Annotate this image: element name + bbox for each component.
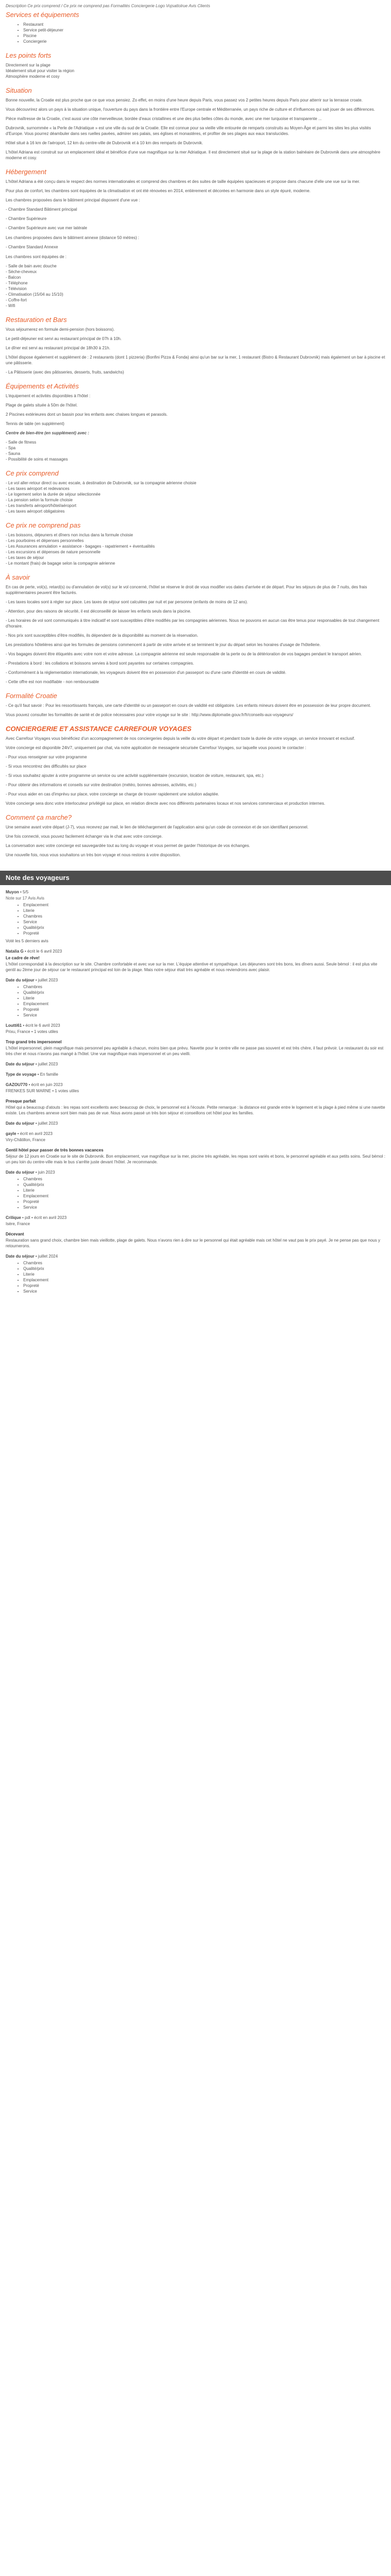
paragraph: Pour plus de confort, les chambres sont équipées de la climatisation et ont été rénovées en 2014, entièrement et décorées en harmonie dans un style épuré, moderne. [6,189,311,193]
paragraph: - Prestations à bord : les collations et boissons servies à bord sont payantes sur certaines compagnies. [6,661,194,666]
facilities-section [6,382,385,462]
paragraph: - Si vous souhaitez ajouter à votre programme un service ou une activité supplémentaire (excursion, location de voiture, restaurant, spa, etc.) [6,773,264,778]
review-header: Muyon • 5/5 [6,890,29,894]
review-card [6,1253,385,1294]
services-title: Services et équipements [6,11,79,19]
criteria-item: • Chambres [23,1176,385,1182]
criteria-item: • Emplacement [23,1277,385,1283]
text-line: - Chambre Supérieure avec vue mer latérale [6,226,87,230]
text-line: - Les Assurances annulation + assistance - bagages - rapatriement + éventualités [6,544,155,549]
review-criteria [6,902,385,936]
rooms-list [6,207,385,231]
strengths-lines [6,62,385,79]
reviewer-name: Date du séjour [6,1121,35,1126]
good-to-know-section [6,573,385,685]
paragraph: Votre concierge est disponible 24h/7, uniquement par chat, via notre application de messagerie sécurisée Carrefour Voyages, sur laquelle vous pouvez le contacter : [6,745,306,750]
restaurant-section [6,316,385,375]
price-includes-list [6,480,385,514]
criteria-item: • Service [23,919,385,925]
reviewer-name: Date du séjour [6,978,35,982]
paragraph: Le petit-déjeuner est servi au restaurant principal de 07h à 10h. [6,336,122,341]
text-line: - La pension selon la formule choisie [6,498,73,502]
annex-list [6,244,385,250]
paragraph: 2 Piscines extérieures dont un bassin pour les enfants avec chaises longues et parasols. [6,412,168,417]
review-body: L'hôtel correspondait à la description sur le site. Chambre confortable et avec vue sur la mer. L'équipe attentive et sympathique. Les déjeuners sont très bons, les dîners aussi. Seule bémol : il est plus vite gentil au 2ème jour de séjour car le restaurant principal est loin de la plage. Mais notre séjour était très agréable et nous reviendrons avec plaisir. [6,962,378,972]
review-meta: pdl • écrit en avril 2023 [25,1215,67,1220]
restaurant-paragraphs [6,327,385,375]
reviews-list [0,885,391,1309]
review-meta: écrit le 6 avril 2023 [27,949,62,954]
text-line: - Climatisation (15/04 au 15/10) [6,292,63,297]
criteria-item: • Propreté [23,930,385,936]
review-body: Isère, France [6,1222,30,1226]
review-header: gayle • écrit en avril 2023 [6,1131,53,1136]
criteria-item: • Qualité/prix [23,1266,385,1272]
review-header: Date du séjour • juillet 2023 [6,1062,58,1066]
review-header: Date du séjour • juillet 2024 [6,1254,58,1259]
criteria-item: • Service [23,1012,385,1018]
review-card [6,889,385,944]
review-card [6,1170,385,1210]
list-item: • Conciergerie [23,39,385,44]
paragraph: Votre concierge sera donc votre interlocuteur privilégié sur place, en relation directe avec nos différents partenaires locaux et nos services commerciaux et production internes. [6,801,325,806]
review-meta: juillet 2023 [38,1062,58,1066]
facilities-title: Équipements et Activités [6,382,79,390]
review-title: Gentil hôtel pour passer de très bonnes vacances [6,1148,104,1153]
accommodation-paragraphs [6,179,385,194]
review-body: FRENKES SUR MARNE • 1 votes utiles [6,1089,79,1093]
review-card [6,1039,385,1057]
strengths-section [6,52,385,79]
review-body: Voté les 5 derniers avis [6,939,48,943]
criteria-item: • Chambres [23,984,385,990]
review-header: GAZOU770 • écrit en juin 2023 [6,1082,63,1087]
text-line: Atmosphère moderne et cosy [6,74,60,79]
paragraph: Vous pouvez consulter les formalités de santé et de police nécessaires pour votre voyage sur le site : http://www.diplomatie.gouv.fr/fr/conseils-aux-voyageurs/ [6,713,294,717]
paragraph: - Les taxes locales sont à régler sur place. Les taxes de séjour sont calculées par nuit et par personne (enfants de moins de 12 ans). [6,600,248,604]
paragraph: - La Pâtisserie (avec des pâtisseries, desserts, fruits, sandwichs) [6,370,124,375]
review-title: Trop grand très impersonnel [6,1040,62,1044]
review-title: Le cadre de rêve! [6,956,40,960]
criteria-item: • Emplacement [23,1001,385,1007]
good-to-know-paragraphs [6,584,385,685]
text-line: - Les excursions et dépenses de nature personnelle [6,550,101,554]
reviewer-name: gayle [6,1131,17,1136]
paragraph: La conversation avec votre concierge est sauvegardée tout au long du voyage et vous permet de garder l'historique de vos échanges. [6,843,250,848]
text-line: Idéalement situé pour visiter la région [6,69,74,73]
reviewer-name: Date du séjour [6,1170,35,1175]
criteria-item: • Qualité/prix [23,990,385,995]
paragraph: - Ce qu'il faut savoir : Pour les ressortissants français, une carte d'identité ou un passeport en cours de validité est obligatoire. Les enfants mineurs doivent être en possession de leur propre document. [6,703,371,708]
wellness-title: Centre de bien-être (en supplément) avec : [6,431,89,435]
text-line: Directement sur la plage [6,63,51,67]
review-body: Viry-Châtillon, France [6,1138,45,1142]
review-date: Note sur 17 Avis Avis [6,896,44,901]
text-line: - Téléphone [6,281,28,285]
criteria-item: • Qualité/prix [23,925,385,930]
review-criteria [6,1176,385,1210]
reviewer-name: Date du séjour [6,1062,35,1066]
text-line: - Chambre Supérieure [6,216,47,221]
review-criteria [6,984,385,1018]
text-line: - Spa [6,446,16,450]
line-gap [6,222,385,225]
paragraph: - Nos prix sont susceptibles d'être modifiés, ils dépendent de la disponibilité au moment de la réservation. [6,633,199,638]
review-meta: juillet 2024 [38,1254,58,1259]
review-body: L'hôtel impersonnel, plein magnifique mais personnel peu agréable à chacun, moins bien que prévu. Navette pour le centre ville ne passe pas souvent et est très chère, il faut prévoir. Le restaurant du soir est très cher et nous n'avons pas mangé à l'hôtel. Une vue magnifique mais impersonnel et un peu vieilli. [6,1046,384,1056]
text-line: - Balcon [6,275,21,280]
review-meta: juillet 2023 [38,1121,58,1126]
paragraph: L'équipement et activités disponibles à l'hôtel : [6,394,91,398]
reviewer-name: Loutti61 [6,1023,22,1028]
reviewer-name: Muyon [6,890,19,894]
paragraph: - Les horaires de vol sont communiqués à titre indicatif et sont susceptibles d'être modifiés par les compagnies aériennes. Nous ne pouvons en aucun cas être tenus pour responsables de tout changement d'horaire. [6,618,380,629]
review-title: Décevant [6,1232,24,1236]
review-header: Loutti61 • écrit le 6 avril 2023 [6,1023,60,1028]
facilities-paragraphs [6,393,385,427]
paragraph: L'hôtel Adriana a été conçu dans le respect des normes internationales et comprend des chambres et des suites de taille équipées spacieuses et propose dans chacune d'elle une vue sur la mer. [6,179,361,184]
criteria-item: • Propreté [23,1199,385,1205]
paragraph: Une nouvelle fois, nous vous souhaitons un très bon voyage et nous restons à votre disposition. [6,853,181,857]
review-title: Presque parfait [6,1099,36,1104]
formalities-section [6,692,385,718]
price-includes-title: Ce prix comprend [6,469,59,477]
list-item: • Restaurant [23,22,385,27]
reviews-header: Note des voyageurs [0,871,391,885]
paragraph: Une fois connecté, vous pouvez facilement échanger via le chat avec votre concierge. [6,834,163,839]
criteria-item: • Chambres [23,1260,385,1266]
price-excludes-section [6,521,385,566]
how-it-works-section [6,814,385,858]
review-card [6,1072,385,1077]
review-card [6,948,385,973]
review-meta: juin 2023 [38,1170,55,1175]
review-card [6,1121,385,1126]
list-item: • Service petit-déjeuner [23,27,385,33]
services-list [6,22,385,44]
text-line: - Les transferts aéroport/hôtel/aéroport [6,503,76,508]
review-header: Date du séjour • juin 2023 [6,1170,55,1175]
reviewer-name: Type de voyage [6,1072,37,1077]
criteria-item: • Propreté [23,1007,385,1012]
paragraph: Plage de galets située à 50m de l'hôtel. [6,403,78,408]
paragraph: L'hôtel Adriana est construit sur un emplacement idéal et bénéficie d'une vue magnifique sur la mer Adriatique. Il est directement situé sur la plage de la station balnéaire de Dubrovnik dans une atmosphère moderne et cosy. [6,150,381,160]
review-header: Crilique • pdl • écrit en avril 2023 [6,1215,67,1220]
paragraph: - Cette offre est non modifiable - non remboursable [6,680,99,684]
formalities-title: Formalité Croatie [6,692,57,700]
review-body: Restauration sans grand choix, chambre bien mais vieillotte, plage de galets. Nous n'avons rien à dire sur le personnel qui était agréable mais cet hôtel ne vaut pas le prix payé. Je ne pense pas que nous y retournerons. [6,1238,380,1248]
criteria-item: • Literie [23,1188,385,1193]
criteria-item: • Literie [23,908,385,913]
paragraph: Les prestations hôtelières ainsi que les formules de pensions commencent à partir de votre arrivée et se terminent le jour du départ selon les horaires d'usage de l'hôtellerie. [6,642,321,647]
breadcrumb[interactable]: Description Ce prix comprend / Ce prix ne comprend pas Formalités Conciergerie Logo Vojsattolrue Avis Clients [6,4,210,8]
text-line: - Les taxes aéroport et redevances [6,486,70,491]
annex-intro: Les chambres proposées dans le bâtiment annexe (distance 50 mètres) : [6,235,139,240]
reviewer-name: Date du séjour [6,1254,35,1259]
review-card [6,1082,385,1094]
paragraph: Tennis de table (en supplément) [6,421,64,426]
reviewer-name: Crilique [6,1215,21,1220]
paragraph: Le dîner est servi au restaurant principal de 18h30 à 21h. [6,346,110,350]
paragraph: - Vos bagages doivent être étiquetés avec votre nom et votre adresse. La compagnie aérienne est seule responsable de la perte ou de la détérioration de vos bagages pendant le transport aérien. [6,652,362,656]
text-line: - Le montant (frais) de bagage selon la compagnie aérienne [6,561,116,566]
paragraph: Vous séjournerez en formule demi-pension (hors boissons). [6,327,115,332]
paragraph: En cas de perte, vol(s), retard(s) ou d'annulation de vol(s) sur le vol concerné, l'hôtel se réserve le droit de vous modifier vos dates d'arrivée et de départ. Pour les séjours de plus de 7 nuits, des frais supplémentaires peuvent être facturés. [6,585,367,595]
criteria-item: • Literie [23,1272,385,1277]
text-line: - Les boissons, déjeuners et dîners non inclus dans la formule choisie [6,533,133,537]
how-it-works-title: Comment ça marche? [6,814,72,821]
criteria-item: • Qualité/prix [23,1182,385,1188]
review-card [6,1023,385,1035]
text-line: - Salle de bain avec douche [6,264,57,268]
review-header: Date du séjour • juillet 2023 [6,1121,58,1126]
text-line: - Les pourboires et dépenses personnelles [6,538,84,543]
accommodation-section [6,168,385,309]
criteria-item: • Emplacement [23,902,385,908]
review-header: Date du séjour • juillet 2023 [6,978,58,982]
review-meta: En famille [40,1072,58,1077]
concierge-title: CONCIERGERIE ET ASSISTANCE CARREFOUR VOYAGES [6,725,192,733]
price-includes-section [6,469,385,514]
formalities-paragraphs [6,703,385,718]
strengths-title: Les points forts [6,52,52,59]
paragraph: L'hôtel dispose également et supplément de : 2 restaurants (dont 1 pizzeria) (Bonfini Pizza & Fonda) ainsi qu'un bar sur la mer, 1 restaurant (Bistro & Restaurant Dubrovnik) mais également un bar à piscine et une pâtisserie. [6,355,385,365]
text-line: - Sèche-cheveux [6,269,37,274]
review-card [6,1231,385,1249]
text-line: - Les taxes aéroport obligatoires [6,509,65,514]
criteria-item: • Propreté [23,1283,385,1289]
review-card [6,1215,385,1227]
paragraph: - Conformément à la réglementation internationale, les voyageurs doivent être en possession d'un passeport ou d'une carte d'identité en cours de validité. [6,670,287,675]
review-meta: 5/5 [23,890,29,894]
review-body: Hôtel qui a beaucoup d'atouts : les repas sont excellents avec beaucoup de choix, le personnel est à l'écoute. Petite remarque : la distance est grande entre le logement et la plage à pied même si une navette existe. Les chambres annexe sont bien mais pas de vue. Nous avons passé un très bon séjour et conseillons cet hôtel pour les familles. [6,1105,385,1115]
situation-title: Situation [6,87,32,94]
review-card [6,1147,385,1165]
review-body: Séjour de 12 jours en Croatie sur le site de Dubrovnik. Bon emplacement, vue magnifique sur la mer, piscine très agréable, les repas sont variés et bons, le personnel agréable et aux petits soins. Seul bémol : un peu loin du centre-ville mais le bus s'arrête juste devant l'hôtel. Je recommande. [6,1154,385,1164]
text-line: - Le logement selon la durée de séjour sélectionnée [6,492,101,497]
review-header: Type de voyage • En famille [6,1072,58,1077]
rooms-intro: Les chambres proposées dans le bâtiment principal disposent d'une vue : [6,198,140,202]
paragraph: Pièce maîtresse de la Croatie, c'est aussi une côte merveilleuse, bordée d'eaux cristallines et une des plus belles côtes du monde, avec une mer turquoise et transparente ... [6,116,322,121]
description-content [0,0,391,867]
review-body: Prixu, France • 1 votes utiles [6,1029,58,1034]
reviewer-name: GAZOU770 [6,1082,28,1087]
review-meta: juillet 2023 [38,978,58,982]
text-line: - Coffre-fort [6,298,27,302]
review-header: Natalia G • écrit le 6 avril 2023 [6,949,62,954]
paragraph: - Pour vous renseigner sur votre programme [6,755,87,759]
reviewer-name: Natalia G [6,949,24,954]
paragraph: - Attention, pour des raisons de sécurité, il est déconseillé de laisser les enfants seuls dans la piscine. [6,609,191,614]
text-line: - Possibilité de soins et massages [6,457,68,462]
text-line: - Le vol aller-retour direct ou avec escale, à destination de Dubrovnik, sur la compagnie aérienne choisie [6,481,197,485]
accommodation-title: Hébergement [6,168,46,176]
review-card [6,1098,385,1116]
restaurant-title: Restauration et Bars [6,316,67,324]
wellness-list [6,439,385,462]
good-to-know-title: À savoir [6,573,30,581]
paragraph: Bonne nouvelle, la Croatie est plus proche que ce que vous pensiez. Zo effet, en moins d'une heure depuis Paris, vous passez vos 2 petites heures depuis Paris pour atterrir sur la terrasse croate. [6,98,363,103]
text-line: - Chambre Standard Bâtiment principal [6,207,77,212]
line-gap [6,212,385,216]
paragraph: Dubrovnik, surnommée « la Perle de l'Adriatique » est une ville du sud de la Croatie. Elle est connue pour sa vieille ville entourée de remparts construits au Moyen-Âge et parmi les sites les plus visités d'Europe. Vous pourrez déambuler dans ses ruelles pavées, admirer ses palais, ses églises et monastères, et profiter de ses plages aux eaux translucides. [6,126,371,136]
text-line: - Sauna [6,451,21,456]
paragraph: - Pour obtenir des informations et conseils sur votre destination (météo, bonnes adresses, activités, etc.) [6,783,197,787]
text-line: - Les taxes de séjour [6,555,44,560]
price-excludes-title: Ce prix ne comprend pas [6,521,81,529]
review-card [6,1061,385,1067]
review-card [6,977,385,1018]
review-criteria [6,1260,385,1294]
review-meta: écrit en avril 2023 [20,1131,53,1136]
how-it-works-paragraphs [6,824,385,858]
criteria-item: • Literie [23,995,385,1001]
review-meta: écrit le 6 avril 2023 [25,1023,60,1028]
situation-section [6,87,385,161]
situation-paragraphs [6,97,385,161]
list-item: • Piscine [23,33,385,39]
paragraph: Avec Carrefour Voyages vous bénéficiez d'un accompagnement de nos conciergeries depuis la veille du votre départ et pendant toute la durée de votre voyage, un service innovant et exclusif. [6,736,355,741]
criteria-item: • Service [23,1205,385,1210]
equipment-intro: Les chambres sont équipées de : [6,255,67,259]
criteria-item: • Chambres [23,913,385,919]
equipment-list [6,263,385,309]
text-line: - Télévision [6,286,27,291]
services-section [6,11,385,44]
paragraph: Vous découvrirez alors un pays à la situation unique, l'ouverture du pays dans la frontière entre l'Europe centrale et Méditerranée, un pays riche de culture et d'influences qui sait jouer de ses différences. [6,107,375,112]
review-card [6,1131,385,1143]
text-line: - Wifi [6,303,15,308]
criteria-item: • Service [23,1289,385,1294]
paragraph: - Pour vous aider en cas d'imprévu sur place, votre concierge se charge de trouver rapidement une solution adaptée. [6,792,219,796]
concierge-section [6,725,385,806]
paragraph: - Si vous rencontrez des difficultés sur place [6,764,87,769]
price-excludes-list [6,532,385,566]
paragraph: Une semaine avant votre départ (J-7), vous recevrez par mail, le lien de téléchargement de l'application ainsi qu'un code de connexion et de son identifiant personnel. [6,825,308,829]
review-meta: écrit en juin 2023 [31,1082,63,1087]
text-line: - Chambre Standard Annexe [6,245,58,249]
paragraph: Hôtel situé à 16 km de l'aéroport, 12 km du centre-ville de Dubrovnik et à 10 km des remparts de Dubrovnik. [6,141,203,145]
text-line: - Salle de fitness [6,440,37,445]
concierge-paragraphs [6,736,385,806]
criteria-item: • Emplacement [23,1193,385,1199]
